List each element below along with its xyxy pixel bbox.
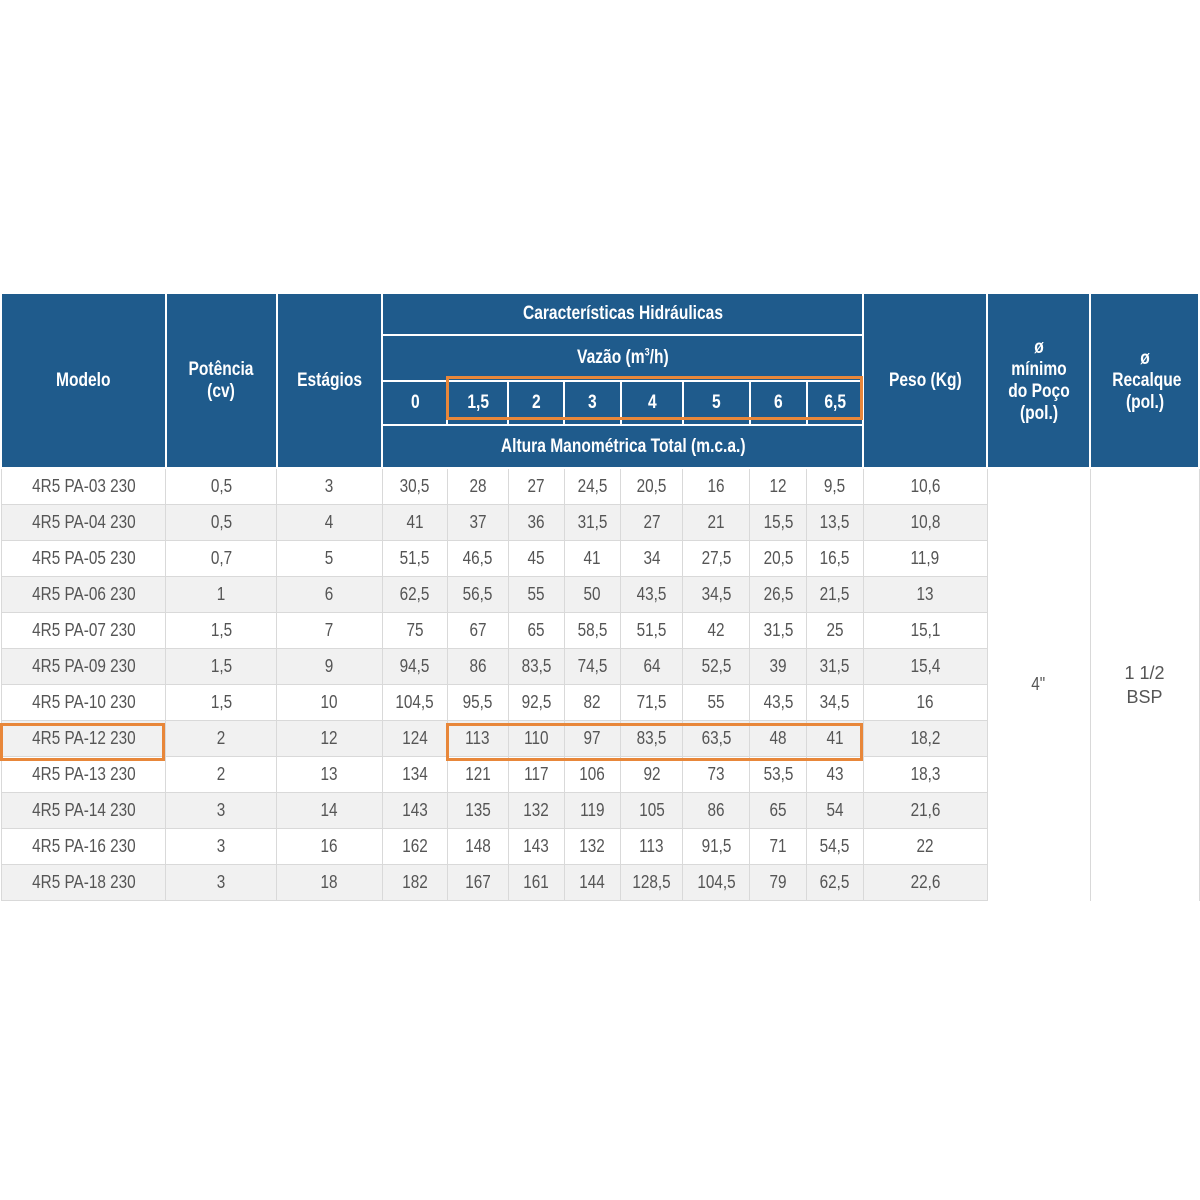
head-cell: 71,5: [621, 685, 683, 721]
power-cell: 0,7: [166, 541, 277, 577]
head-cell: 63,5: [683, 721, 750, 757]
head-cell: 50: [564, 577, 621, 613]
header-peso: Peso (Kg): [863, 293, 987, 468]
header-caracteristicas: Características Hidráulicas: [382, 293, 863, 335]
head-cell: 42: [683, 613, 750, 649]
head-cell: 62,5: [807, 865, 864, 901]
power-cell: 1,5: [166, 613, 277, 649]
model-cell: 4R5 PA-14 230: [1, 793, 166, 829]
head-cell: 132: [564, 829, 621, 865]
head-cell: 31,5: [750, 613, 807, 649]
head-cell: 41: [807, 721, 864, 757]
head-cell: 128,5: [621, 865, 683, 901]
head-cell: 34,5: [807, 685, 864, 721]
head-cell: 30,5: [382, 468, 447, 505]
head-cell: 36: [508, 505, 564, 541]
model-cell: 4R5 PA-03 230: [1, 468, 166, 505]
power-cell: 1,5: [166, 685, 277, 721]
head-cell: 144: [564, 865, 621, 901]
head-cell: 104,5: [382, 685, 447, 721]
weight-cell: 11,9: [863, 541, 987, 577]
head-cell: 65: [508, 613, 564, 649]
power-cell: 2: [166, 757, 277, 793]
flow-cell: 6: [750, 381, 807, 425]
model-cell: 4R5 PA-16 230: [1, 829, 166, 865]
head-cell: 43,5: [621, 577, 683, 613]
head-cell: 20,5: [621, 468, 683, 505]
header-recalque: ø Recalque (pol.): [1090, 293, 1199, 468]
model-cell: 4R5 PA-13 230: [1, 757, 166, 793]
weight-cell: 22,6: [863, 865, 987, 901]
head-cell: 135: [447, 793, 508, 829]
head-cell: 92: [621, 757, 683, 793]
head-cell: 20,5: [750, 541, 807, 577]
head-cell: 91,5: [683, 829, 750, 865]
weight-cell: 10,6: [863, 468, 987, 505]
stages-cell: 13: [277, 757, 383, 793]
head-cell: 82: [564, 685, 621, 721]
table-body: [1, 468, 1199, 901]
header-estagios: Estágios: [277, 293, 383, 468]
head-cell: 104,5: [683, 865, 750, 901]
head-cell: 92,5: [508, 685, 564, 721]
head-cell: 56,5: [447, 577, 508, 613]
model-cell: 4R5 PA-09 230: [1, 649, 166, 685]
stages-cell: 9: [277, 649, 383, 685]
power-cell: 0,5: [166, 505, 277, 541]
head-cell: 132: [508, 793, 564, 829]
head-cell: 119: [564, 793, 621, 829]
header-altura: Altura Manométrica Total (m.c.a.): [382, 425, 863, 468]
model-cell: 4R5 PA-04 230: [1, 505, 166, 541]
head-cell: 21: [683, 505, 750, 541]
head-cell: 74,5: [564, 649, 621, 685]
power-cell: 0,5: [166, 468, 277, 505]
head-cell: 43,5: [750, 685, 807, 721]
power-cell: 3: [166, 865, 277, 901]
head-cell: 27: [621, 505, 683, 541]
head-cell: 113: [447, 721, 508, 757]
head-cell: 83,5: [508, 649, 564, 685]
well-diameter-cell: 4": [987, 468, 1090, 901]
head-cell: 16,5: [807, 541, 864, 577]
head-cell: 67: [447, 613, 508, 649]
weight-cell: 16: [863, 685, 987, 721]
head-cell: 134: [382, 757, 447, 793]
head-cell: 43: [807, 757, 864, 793]
head-cell: 143: [382, 793, 447, 829]
head-cell: 105: [621, 793, 683, 829]
stages-cell: 3: [277, 468, 383, 505]
head-cell: 26,5: [750, 577, 807, 613]
stages-cell: 6: [277, 577, 383, 613]
stages-cell: 10: [277, 685, 383, 721]
stages-cell: 7: [277, 613, 383, 649]
head-cell: 51,5: [382, 541, 447, 577]
stages-cell: 12: [277, 721, 383, 757]
head-cell: 25: [807, 613, 864, 649]
head-cell: 31,5: [807, 649, 864, 685]
model-cell: 4R5 PA-10 230: [1, 685, 166, 721]
power-cell: 3: [166, 829, 277, 865]
head-cell: 52,5: [683, 649, 750, 685]
head-cell: 54: [807, 793, 864, 829]
stages-cell: 5: [277, 541, 383, 577]
head-cell: 73: [683, 757, 750, 793]
head-cell: 46,5: [447, 541, 508, 577]
head-cell: 62,5: [382, 577, 447, 613]
model-cell: 4R5 PA-18 230: [1, 865, 166, 901]
table-row: [1, 468, 1199, 505]
head-cell: 13,5: [807, 505, 864, 541]
weight-cell: 21,6: [863, 793, 987, 829]
header-potencia: Potência (cv): [166, 293, 277, 468]
head-cell: 143: [508, 829, 564, 865]
weight-cell: 13: [863, 577, 987, 613]
model-cell: 4R5 PA-07 230: [1, 613, 166, 649]
stages-cell: 16: [277, 829, 383, 865]
head-cell: 24,5: [564, 468, 621, 505]
flow-cell: 1,5: [447, 381, 508, 425]
head-cell: 117: [508, 757, 564, 793]
flow-cell: 5: [683, 381, 750, 425]
flow-cell: 3: [564, 381, 621, 425]
power-cell: 3: [166, 793, 277, 829]
head-cell: 27: [508, 468, 564, 505]
head-cell: 48: [750, 721, 807, 757]
weight-cell: 10,8: [863, 505, 987, 541]
head-cell: 34,5: [683, 577, 750, 613]
pump-spec-table: [0, 292, 1200, 901]
head-cell: 167: [447, 865, 508, 901]
head-cell: 55: [508, 577, 564, 613]
head-cell: 113: [621, 829, 683, 865]
weight-cell: 15,1: [863, 613, 987, 649]
head-cell: 94,5: [382, 649, 447, 685]
weight-cell: 22: [863, 829, 987, 865]
head-cell: 97: [564, 721, 621, 757]
head-cell: 34: [621, 541, 683, 577]
head-cell: 39: [750, 649, 807, 685]
head-cell: 124: [382, 721, 447, 757]
weight-cell: 15,4: [863, 649, 987, 685]
head-cell: 86: [683, 793, 750, 829]
header-vazao: Vazão $(m^3/h)$: [382, 335, 863, 381]
head-cell: 12: [750, 468, 807, 505]
head-cell: 45: [508, 541, 564, 577]
head-cell: 37: [447, 505, 508, 541]
stages-cell: 14: [277, 793, 383, 829]
head-cell: 110: [508, 721, 564, 757]
head-cell: 121: [447, 757, 508, 793]
model-cell: 4R5 PA-05 230: [1, 541, 166, 577]
head-cell: 51,5: [621, 613, 683, 649]
flow-cell: 4: [621, 381, 683, 425]
discharge-diameter-cell: 1 1/2 BSP: [1090, 468, 1199, 901]
stages-cell: 18: [277, 865, 383, 901]
header-modelo: Modelo: [1, 293, 166, 468]
model-cell: 4R5 PA-06 230: [1, 577, 166, 613]
head-cell: 21,5: [807, 577, 864, 613]
head-cell: 79: [750, 865, 807, 901]
flow-cell: 6,5: [807, 381, 864, 425]
head-cell: 182: [382, 865, 447, 901]
head-cell: 27,5: [683, 541, 750, 577]
head-cell: 161: [508, 865, 564, 901]
head-cell: 16: [683, 468, 750, 505]
head-cell: 64: [621, 649, 683, 685]
head-cell: 86: [447, 649, 508, 685]
head-cell: 75: [382, 613, 447, 649]
head-cell: 162: [382, 829, 447, 865]
head-cell: 58,5: [564, 613, 621, 649]
weight-cell: 18,2: [863, 721, 987, 757]
head-cell: 9,5: [807, 468, 864, 505]
head-cell: 55: [683, 685, 750, 721]
model-cell: 4R5 PA-12 230: [1, 721, 166, 757]
power-cell: 1,5: [166, 649, 277, 685]
head-cell: 83,5: [621, 721, 683, 757]
head-cell: 106: [564, 757, 621, 793]
head-cell: 95,5: [447, 685, 508, 721]
head-cell: 71: [750, 829, 807, 865]
head-cell: 53,5: [750, 757, 807, 793]
head-cell: 148: [447, 829, 508, 865]
head-cell: 31,5: [564, 505, 621, 541]
head-cell: 15,5: [750, 505, 807, 541]
stages-cell: 4: [277, 505, 383, 541]
header-poco: ø mínimo do Poço (pol.): [987, 293, 1090, 468]
power-cell: 1: [166, 577, 277, 613]
head-cell: 41: [382, 505, 447, 541]
flow-cell: 0: [382, 381, 447, 425]
flow-cell: 2: [508, 381, 564, 425]
head-cell: 41: [564, 541, 621, 577]
head-cell: 54,5: [807, 829, 864, 865]
power-cell: 2: [166, 721, 277, 757]
weight-cell: 18,3: [863, 757, 987, 793]
head-cell: 65: [750, 793, 807, 829]
head-cell: 28: [447, 468, 508, 505]
